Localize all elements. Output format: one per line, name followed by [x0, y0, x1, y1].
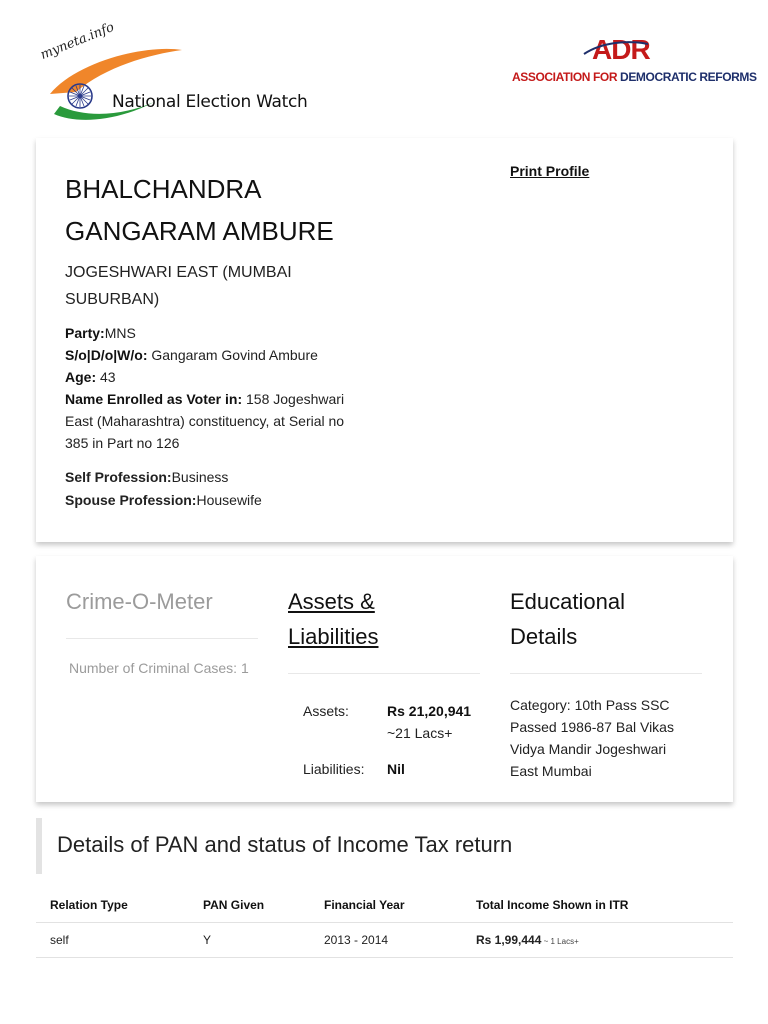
column-header: Relation Type: [36, 888, 189, 923]
chakra-icon: [68, 84, 92, 108]
assets-divider: [288, 673, 480, 674]
column-header: Total Income Shown in ITR: [462, 888, 733, 923]
adr-mark: ADR: [592, 34, 650, 65]
logo-title: National Election Watch: [112, 92, 308, 112]
adr-full-name: ASSOCIATION FOR DEMOCRATIC REFORMS: [512, 70, 757, 84]
assets-label: Assets:: [303, 703, 349, 719]
voter-row: Name Enrolled as Voter in: 158 Jogeshwari East (Maharashtra) constituency, at Serial no 385 in Part no 126: [65, 391, 345, 451]
edu-divider: [510, 673, 702, 674]
assets-approx: ~21 Lacs+: [387, 725, 453, 741]
assets-value: Rs 21,20,941: [387, 703, 472, 719]
national-election-watch-logo[interactable]: [36, 19, 308, 126]
column-header: PAN Given: [189, 888, 310, 923]
print-profile-link[interactable]: Print Profile: [510, 163, 590, 179]
relation-cell: self: [36, 923, 189, 958]
candidate-name: BHALCHANDRA GANGARAM AMBURE: [65, 174, 334, 246]
profession-details: [65, 466, 365, 512]
crime-divider: [66, 638, 258, 639]
column-header: Financial Year: [310, 888, 462, 923]
myneta-text: myneta.info: [38, 19, 117, 64]
age-row: Age: 43: [65, 369, 116, 385]
section-accent-bar: [36, 818, 42, 874]
criminal-cases-count: Number of Criminal Cases: 1: [69, 660, 249, 676]
pan-section-title: Details of PAN and status of Income Tax return: [57, 832, 513, 857]
pan-table: [36, 888, 733, 958]
financial-year-cell: 2013 - 2014: [310, 923, 462, 958]
summary-card: [36, 556, 733, 802]
educational-details-title: Educational Details: [510, 589, 625, 649]
site-header: [0, 0, 768, 135]
adr-swoosh-icon: [582, 38, 652, 58]
party-row: Party:MNS: [65, 325, 136, 341]
table-row: [36, 923, 733, 958]
crime-o-meter-title[interactable]: Crime-O-Meter: [66, 589, 213, 614]
liabilities-label: Liabilities:: [303, 761, 365, 777]
liabilities-value: Nil: [387, 761, 405, 777]
constituency-name: JOGESHWARI EAST (MUMBAI SUBURBAN): [65, 264, 292, 308]
adr-logo[interactable]: [510, 34, 757, 94]
income-cell: Rs 1,99,444 ~ 1 Lacs+: [462, 923, 733, 958]
candidate-profile-card: [36, 138, 733, 542]
relation-row: S/o|D/o|W/o: Gangaram Govind Ambure: [65, 347, 318, 363]
pan-section-header: [36, 818, 733, 874]
pan-given-cell: Y: [189, 923, 310, 958]
assets-liabilities-link[interactable]: Assets & Liabilities: [288, 589, 379, 649]
table-header-row: [36, 888, 733, 923]
education-text: Category: 10th Pass SSC Passed 1986-87 Bal Vikas Vidya Mandir Jogeshwari East Mumbai: [510, 697, 674, 779]
spouse-profession-row: Spouse Profession:Housewife: [65, 492, 262, 508]
self-profession-row: Self Profession:Business: [65, 469, 229, 485]
candidate-details: [65, 322, 365, 454]
